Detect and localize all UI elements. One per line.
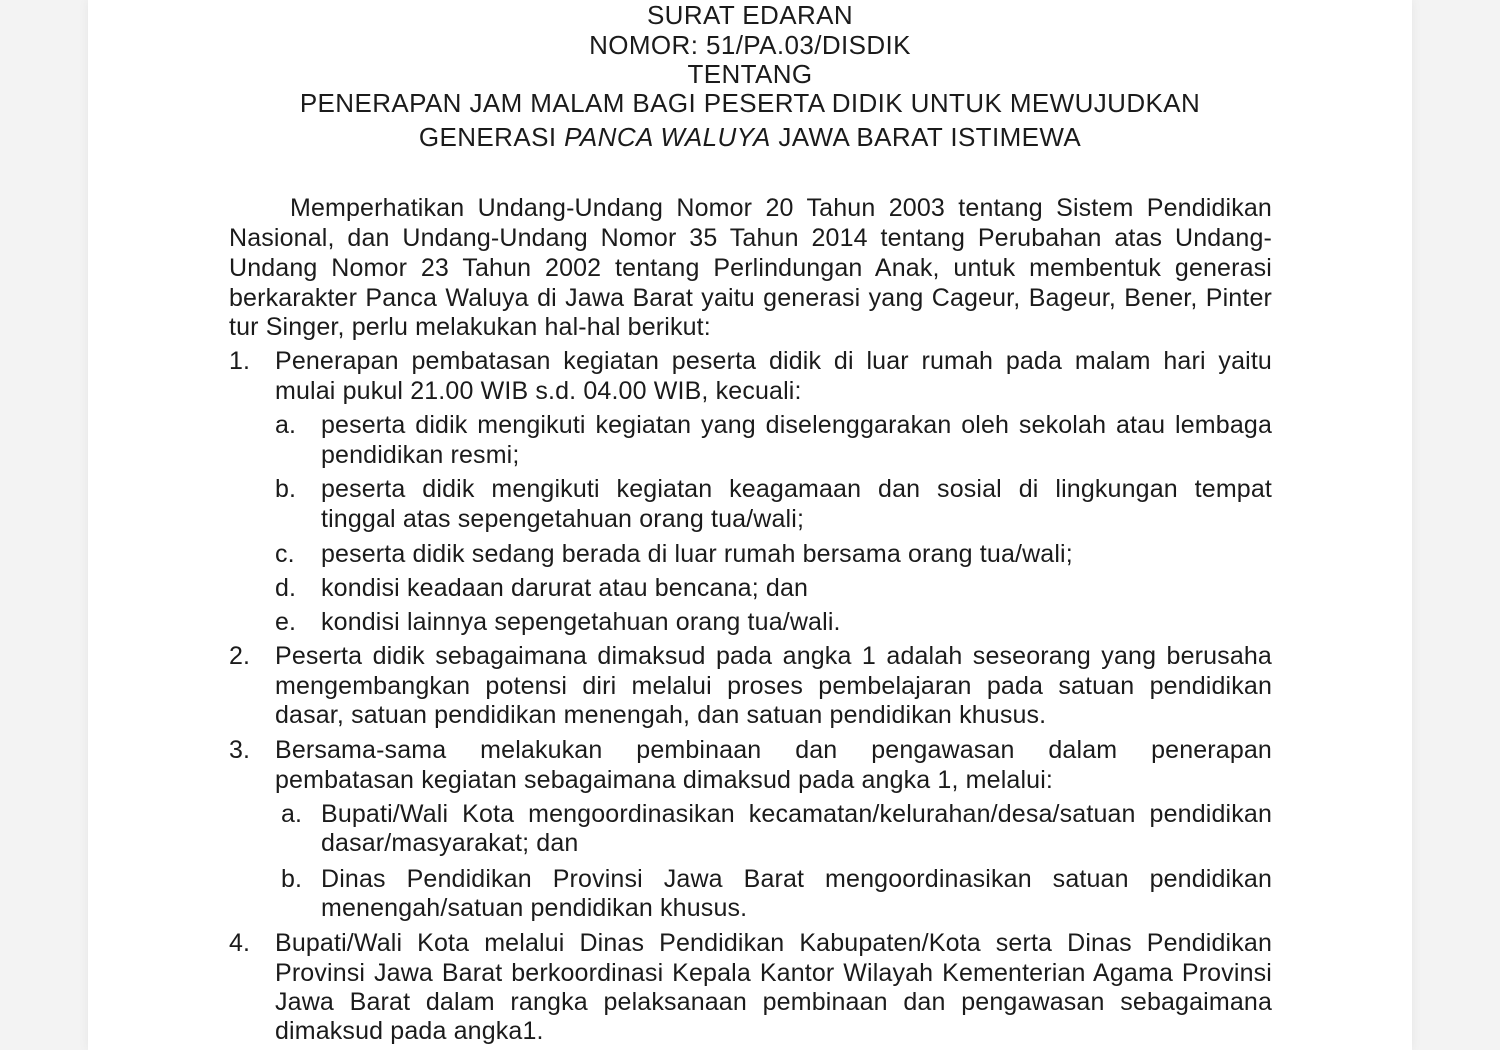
intro-line: Undang Nomor 23 Tahun 2002 tentang Perlindungan Anak, untuk membentuk generasi — [229, 254, 1272, 282]
sub-item-letter: c. — [275, 540, 295, 568]
subject-title-emphasis: PANCA WALUYA — [564, 122, 771, 152]
item-number: 2. — [229, 642, 251, 670]
sub-item-letter: a. — [281, 800, 303, 828]
intro-line: Memperhatikan Undang-Undang Nomor 20 Tahun 2003 tentang Sistem Pendidikan — [290, 194, 1272, 222]
sub-item-text-line: peserta didik mengikuti kegiatan yang diselenggarakan oleh sekolah atau lembaga — [321, 411, 1272, 439]
item-text-line: dasar, satuan pendidikan menengah, dan satuan pendidikan khusus. — [275, 701, 1047, 729]
subject-title-line-2 — [0, 122, 1500, 152]
subject-title-line-1: PENERAPAN JAM MALAM BAGI PESERTA DIDIK UNTUK MEWUJUDKAN — [299, 88, 1201, 118]
item-text-line: Peserta didik sebagaimana dimaksud pada angka 1 adalah seseorang yang berusaha — [275, 642, 1272, 670]
item-text-line: Jawa Barat dalam rangka pelaksanaan pembinaan dan pengawasan sebagaimana — [275, 988, 1272, 1016]
sub-item-text-line: menengah/satuan pendidikan khusus. — [321, 894, 748, 922]
sub-item-text-line: peserta didik sedang berada di luar rumah bersama orang tua/wali; — [321, 540, 1073, 568]
item-number: 1. — [229, 347, 251, 375]
item-number: 3. — [229, 736, 251, 764]
item-text-line: Bersama-sama melakukan pembinaan dan pengawasan dalam penerapan — [275, 736, 1272, 764]
sub-item-text-line: Bupati/Wali Kota mengoordinasikan kecamatan/kelurahan/desa/satuan pendidikan — [321, 800, 1272, 828]
letter-type-heading: SURAT EDARAN — [646, 0, 854, 30]
sub-item-letter: a. — [275, 411, 297, 439]
sub-item-letter: b. — [281, 865, 303, 893]
item-text-line: dimaksud pada angka1. — [275, 1017, 544, 1045]
letter-number: NOMOR: 51/PA.03/DISDIK — [589, 30, 911, 60]
item-text-line: Bupati/Wali Kota melalui Dinas Pendidikan Kabupaten/Kota serta Dinas Pendidikan — [275, 929, 1272, 957]
item-text-line: Provinsi Jawa Barat berkoordinasi Kepala Kantor Wilayah Kementerian Agama Provinsi — [275, 959, 1272, 987]
sub-item-text-line: kondisi lainnya sepengetahuan orang tua/wali. — [321, 608, 841, 636]
subject-title-post: JAWA BARAT ISTIMEWA — [770, 122, 1082, 152]
item-text-line: mengembangkan potensi diri melalui proses pembelajaran pada satuan pendidikan — [275, 672, 1272, 700]
sub-item-text-line: pendidikan resmi; — [321, 441, 520, 469]
subject-label: TENTANG — [687, 59, 813, 89]
item-text-line: mulai pukul 21.00 WIB s.d. 04.00 WIB, kecuali: — [275, 377, 802, 405]
intro-line: berkarakter Panca Waluya di Jawa Barat yaitu generasi yang Cageur, Bageur, Bener, Pinter — [229, 284, 1272, 312]
intro-line: Nasional, dan Undang-Undang Nomor 35 Tahun 2014 tentang Perubahan atas Undang- — [229, 224, 1272, 252]
sub-item-text-line: Dinas Pendidikan Provinsi Jawa Barat mengoordinasikan satuan pendidikan — [321, 865, 1272, 893]
intro-line: tur Singer, perlu melakukan hal-hal berikut: — [229, 313, 711, 341]
sub-item-text-line: tinggal atas sepengetahuan orang tua/wali; — [321, 505, 805, 533]
sub-item-text-line: dasar/masyarakat; dan — [321, 829, 579, 857]
sub-item-text-line: kondisi keadaan darurat atau bencana; dan — [321, 574, 809, 602]
sub-item-letter: b. — [275, 475, 297, 503]
sub-item-letter: d. — [275, 574, 297, 602]
item-text-line: pembatasan kegiatan sebagaimana dimaksud pada angka 1, melalui: — [275, 766, 1054, 794]
sub-item-text-line: peserta didik mengikuti kegiatan keagamaan dan sosial di lingkungan tempat — [321, 475, 1272, 503]
sub-item-letter: e. — [275, 608, 297, 636]
item-number: 4. — [229, 929, 251, 957]
item-text-line: Penerapan pembatasan kegiatan peserta didik di luar rumah pada malam hari yaitu — [275, 347, 1272, 375]
subject-title-pre: GENERASI — [418, 122, 565, 152]
